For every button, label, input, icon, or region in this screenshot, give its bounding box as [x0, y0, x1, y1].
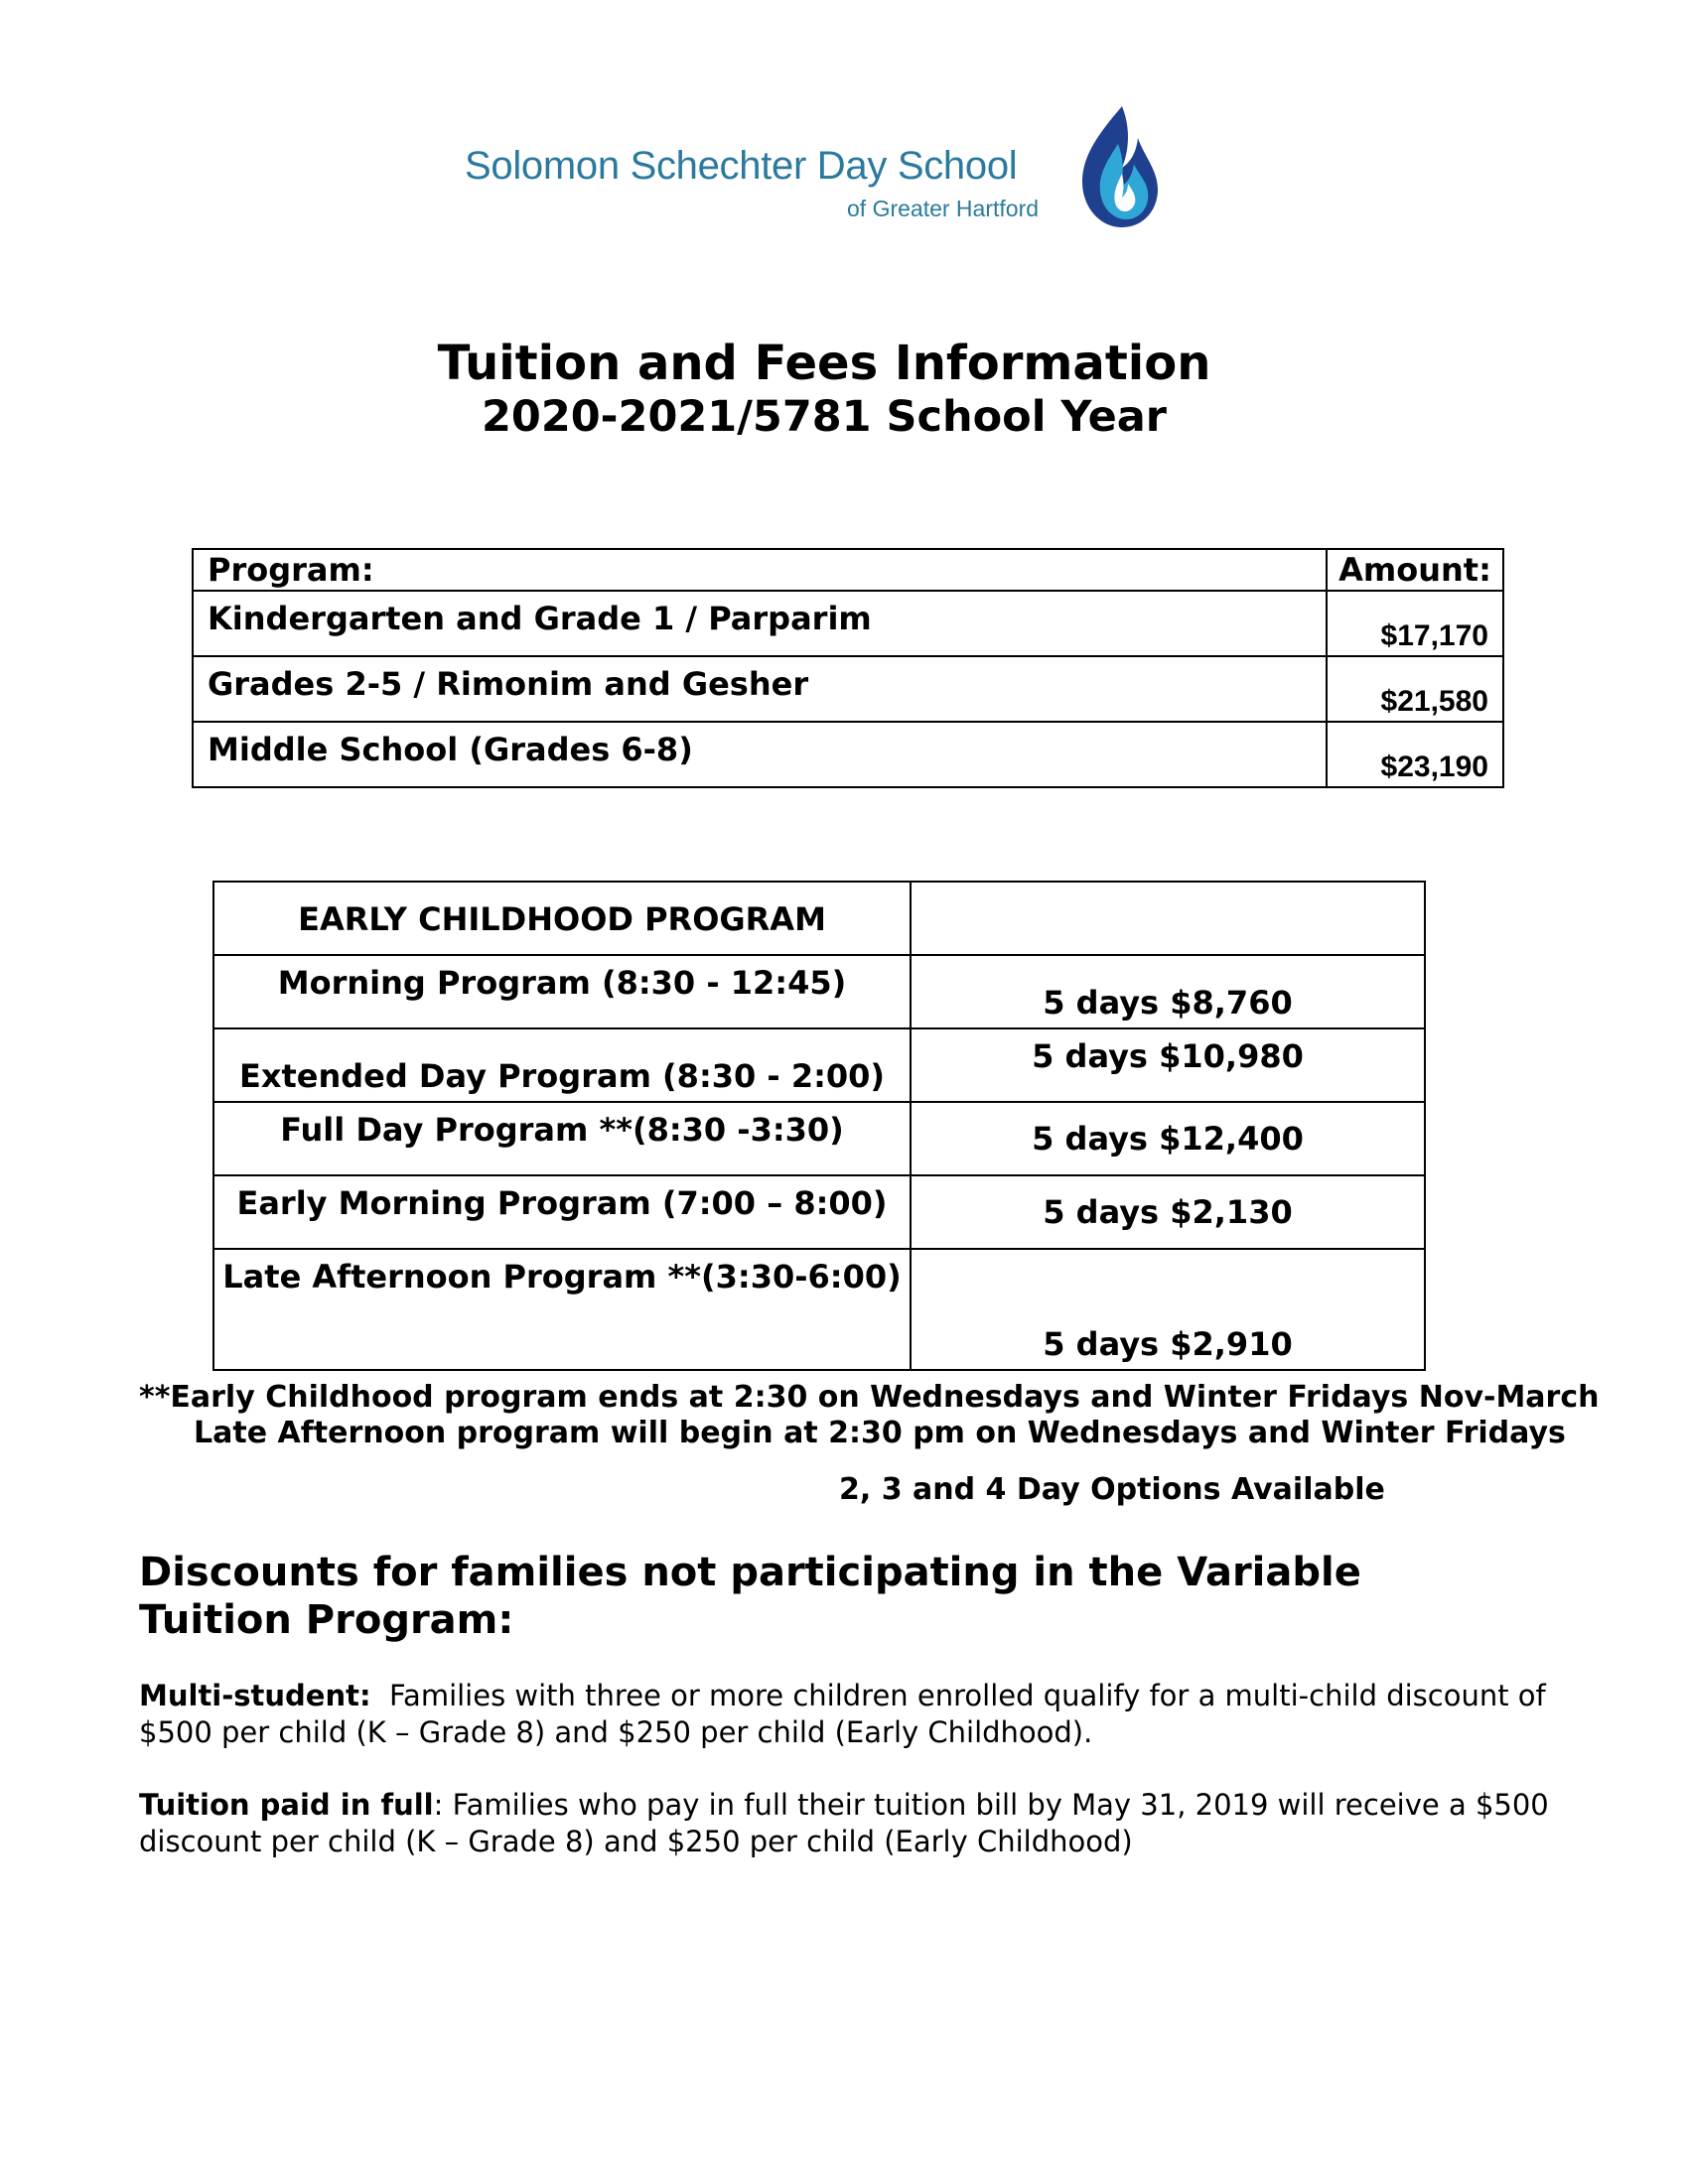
paid-in-full-label: Tuition paid in full — [139, 1788, 434, 1822]
table-row — [193, 722, 1503, 787]
ec-program-name: Extended Day Program (8:30 - 2:00) — [213, 1028, 911, 1102]
school-logo — [465, 104, 1160, 233]
program-header: Program: — [193, 549, 1327, 591]
table-row — [213, 955, 1425, 1028]
ec-program-name: Full Day Program **(8:30 -3:30) — [213, 1102, 911, 1175]
discounts-heading: Discounts for families not participating in the Variable Tuition Program: — [139, 1550, 1361, 1643]
program-amount: $21,580 — [1327, 656, 1503, 722]
table-header-row — [193, 549, 1503, 591]
flame-icon — [1078, 104, 1160, 229]
early-childhood-table — [212, 881, 1426, 1371]
ec-program-price: 5 days $12,400 — [911, 1102, 1425, 1175]
ec-program-name: Morning Program (8:30 - 12:45) — [213, 955, 911, 1028]
empty-cell — [911, 882, 1425, 955]
schedule-note: Late Afternoon program will begin at 2:30 pm on Wednesdays and Winter Fridays — [194, 1416, 1566, 1450]
table-row — [193, 591, 1503, 656]
multi-student-paragraph — [139, 1678, 1549, 1751]
table-row — [193, 656, 1503, 722]
page-subtitle: 2020-2021/5781 School Year — [482, 392, 1167, 442]
ec-program-name: Late Afternoon Program **(3:30-6:00) — [213, 1249, 911, 1370]
paid-in-full-paragraph — [139, 1787, 1549, 1860]
multi-student-text: Families with three or more children enrolled qualify for a multi-child discount of $500 per child (K – Grade 8) and $250 per child (Early Childhood). — [139, 1679, 1546, 1749]
table-header-row — [213, 882, 1425, 955]
schedule-note: **Early Childhood program ends at 2:30 on Wednesdays and Winter Fridays Nov-March — [139, 1380, 1600, 1415]
program-tuition-table — [192, 548, 1504, 788]
ec-program-price: 5 days $10,980 — [911, 1028, 1425, 1102]
page-title: Tuition and Fees Information — [437, 336, 1211, 391]
table-row — [213, 1102, 1425, 1175]
ec-program-name: Early Morning Program (7:00 – 8:00) — [213, 1175, 911, 1249]
logo-school-name: Solomon Schechter Day School — [465, 144, 1018, 188]
table-row — [213, 1028, 1425, 1102]
logo-school-subtitle: of Greater Hartford — [847, 196, 1040, 221]
table-row — [213, 1175, 1425, 1249]
day-options-note: 2, 3 and 4 Day Options Available — [839, 1472, 1385, 1507]
ec-program-price: 5 days $2,130 — [911, 1175, 1425, 1249]
paid-in-full-text: : Families who pay in full their tuition bill by May 31, 2019 will receive a $500 discount per child (K – Grade 8) and $250 per child (Early Childhood) — [139, 1788, 1549, 1858]
amount-header: Amount: — [1327, 549, 1503, 591]
program-amount: $17,170 — [1327, 591, 1503, 656]
multi-student-label: Multi-student: — [139, 1679, 371, 1712]
early-childhood-header: EARLY CHILDHOOD PROGRAM — [213, 882, 911, 955]
program-name: Grades 2-5 / Rimonim and Gesher — [193, 656, 1327, 722]
program-amount: $23,190 — [1327, 722, 1503, 787]
ec-program-price: 5 days $8,760 — [911, 955, 1425, 1028]
program-name: Middle School (Grades 6-8) — [193, 722, 1327, 787]
ec-program-price: 5 days $2,910 — [911, 1249, 1425, 1370]
table-row — [213, 1249, 1425, 1370]
program-name: Kindergarten and Grade 1 / Parparim — [193, 591, 1327, 656]
